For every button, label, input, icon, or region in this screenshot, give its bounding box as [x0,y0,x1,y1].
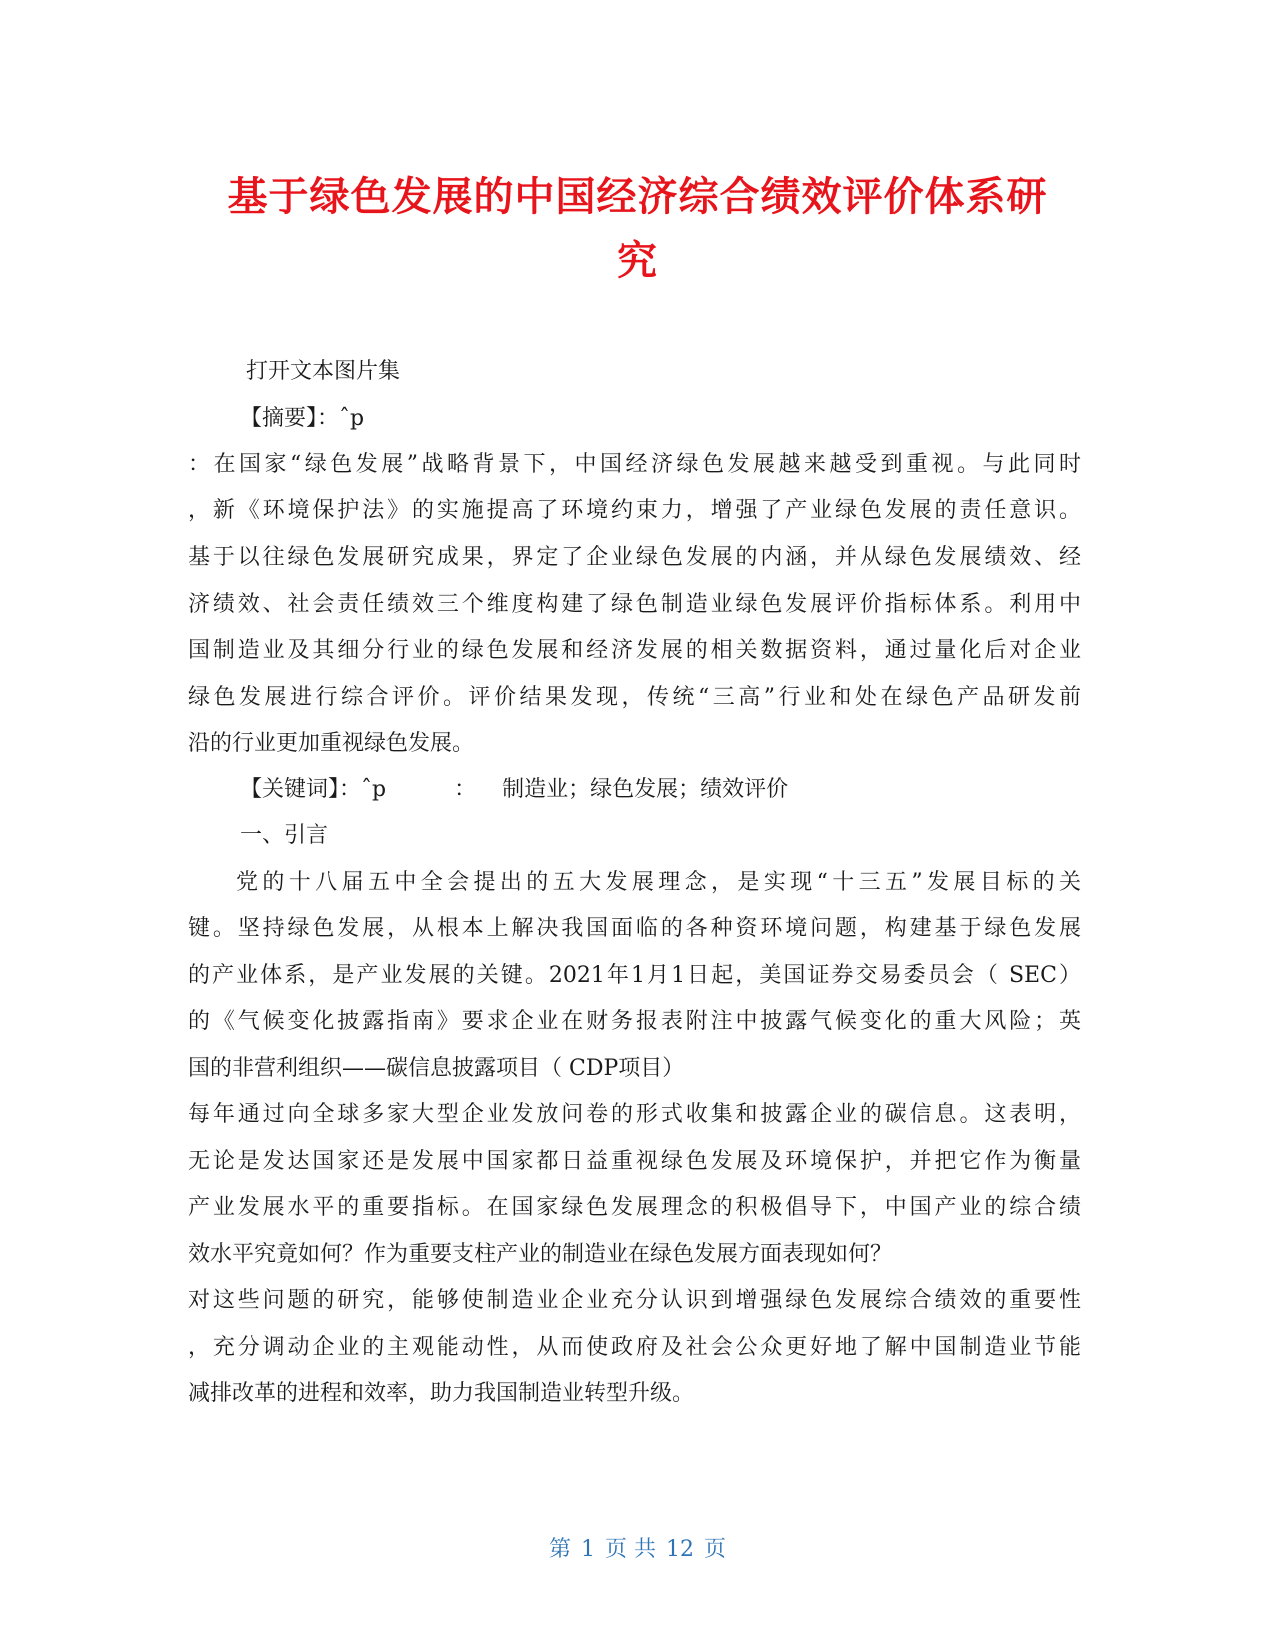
open-image-set-link[interactable]: 打开文本图片集 [246,359,401,384]
body-line: 的产业体系，是产业发展的关键。2021年1月1日起，美国证券交易委员会（ SEC） [188,963,1081,988]
body-line: 无论是发达国家还是发展中国家都日益重视绿色发展及环境保护，并把它作为衡量 [188,1149,1081,1174]
title-line-2: 究 [617,238,658,284]
document-title [160,165,1115,293]
abstract-line: 国制造业及其细分行业的绿色发展和经济发展的相关数据资料，通过量化后对企业 [188,638,1081,663]
body-line: 键。坚持绿色发展，从根本上解决我国面临的各种资环境问题，构建基于绿色发展 [188,916,1081,941]
footer-middle: 页 共 [605,1537,656,1562]
title-line-1: 基于绿色发展的中国经济综合绩效评价体系研 [227,174,1048,220]
footer-prefix: 第 [548,1537,571,1562]
body-line: 的《气候变化披露指南》要求企业在财务报表附注中披露气候变化的重大风险；英 [188,1009,1081,1034]
page-footer [0,1535,1275,1565]
footer-current-page: 1 [581,1537,595,1562]
body-line: 减排改革的进程和效率，助力我国制造业转型升级。 [188,1381,695,1406]
keywords-separator: ： [454,777,477,802]
keywords-label: 【关键词】：ˆp [240,777,387,802]
body-line: 效水平究竟如何？作为重要支柱产业的制造业在绿色发展方面表现如何？ [188,1242,893,1267]
footer-suffix: 页 [704,1537,727,1562]
abstract-line: 济绩效、社会责任绩效三个维度构建了绿色制造业绿色发展评价指标体系。利用中 [188,592,1081,617]
body-line: ，充分调动企业的主观能动性，从而使政府及社会公众更好地了解中国制造业节能 [188,1335,1081,1360]
footer-total-pages: 12 [666,1537,694,1562]
keywords-value: 制造业；绿色发展；绩效评价 [502,777,789,802]
body-line: 对这些问题的研究，能够使制造业企业充分认识到增强绿色发展综合绩效的重要性 [188,1288,1081,1313]
abstract-line: ，新《环境保护法》的实施提高了环境约束力，增强了产业绿色发展的责任意识。 [188,498,1081,523]
abstract-label: 【摘要】：ˆp [240,406,365,431]
body-line: 国的非营利组织——碳信息披露项目（ CDP项目） [188,1056,685,1081]
section-heading: 一、引言 [240,823,329,848]
body-line: 产业发展水平的重要指标。在国家绿色发展理念的积极倡导下，中国产业的综合绩 [188,1195,1081,1220]
keywords-row [240,775,788,805]
body-line: 每年通过向全球多家大型企业发放问卷的形式收集和披露企业的碳信息。这表明， [188,1102,1081,1127]
abstract-line: ：在国家“绿色发展”战略背景下，中国经济绿色发展越来越受到重视。与此同时 [188,452,1081,477]
abstract-line: 沿的行业更加重视绿色发展。 [188,731,475,756]
abstract-line: 绿色发展进行综合评价。评价结果发现，传统“三高”行业和处在绿色产品研发前 [188,685,1081,710]
body-line: 党的十八届五中全会提出的五大发展理念，是实现“十三五”发展目标的关 [236,870,1081,895]
abstract-line: 基于以往绿色发展研究成果，界定了企业绿色发展的内涵，并从绿色发展绩效、经 [188,545,1081,570]
